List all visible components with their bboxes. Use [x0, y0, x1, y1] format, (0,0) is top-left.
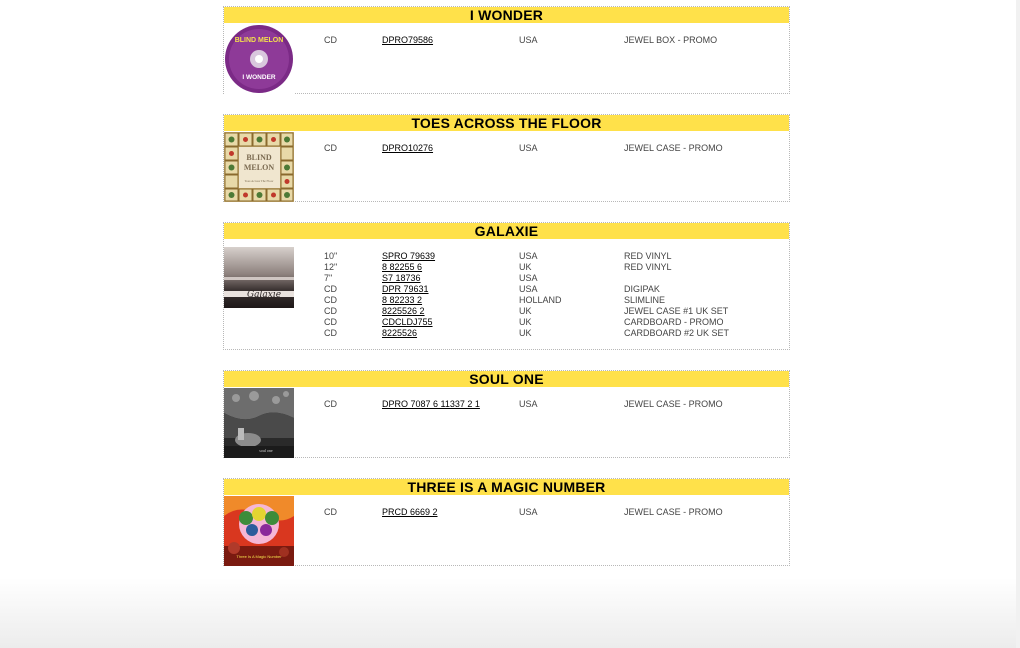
- catalog-link[interactable]: DPR 79631: [382, 284, 429, 294]
- country: USA: [519, 507, 538, 517]
- format-type: CD: [324, 507, 337, 517]
- cover-word-1: BLIND: [246, 153, 272, 162]
- country: UK: [519, 306, 532, 316]
- release-title: THREE IS A MAGIC NUMBER: [224, 479, 789, 495]
- format-row: [324, 262, 784, 273]
- country: USA: [519, 35, 538, 45]
- format-note: DIGIPAK: [624, 284, 660, 294]
- release-card: [223, 114, 790, 202]
- format-note: RED VINYL: [624, 262, 672, 272]
- format-type: 12": [324, 262, 338, 272]
- format-row: [324, 273, 784, 284]
- release-title: TOES ACROSS THE FLOOR: [224, 115, 789, 131]
- catalog-link[interactable]: 8225526: [382, 328, 418, 338]
- format-type: CD: [324, 306, 337, 316]
- format-row: [324, 35, 784, 46]
- catalog-link[interactable]: 8 82233 2: [382, 295, 423, 305]
- format-note: JEWEL CASE - PROMO: [624, 399, 723, 409]
- format-row: [324, 251, 784, 262]
- format-type: CD: [324, 399, 337, 409]
- release-list: [223, 6, 790, 586]
- catalog-link[interactable]: DPRO 7087 6 11337 2 1: [382, 399, 480, 409]
- country: USA: [519, 143, 538, 153]
- cover-song-name: Toes Across The Floor: [244, 179, 274, 183]
- format-note: JEWEL CASE #1 UK SET: [624, 306, 729, 316]
- release-title: I WONDER: [224, 7, 789, 23]
- format-row: [324, 295, 784, 306]
- format-type: CD: [324, 35, 337, 45]
- format-type: CD: [324, 143, 337, 153]
- cover-art-disc[interactable]: [224, 24, 294, 94]
- release-title: GALAXIE: [224, 223, 789, 239]
- release-card: [223, 6, 790, 94]
- scrollbar-track[interactable]: [1016, 0, 1020, 648]
- cover-band-name: BLIND MELON: [234, 37, 284, 44]
- format-table: [324, 143, 784, 154]
- cover-script-word: Galaxie: [246, 290, 282, 300]
- format-row: [324, 328, 784, 339]
- format-row: [324, 284, 784, 295]
- cover-title: Three Is A Magic Number: [236, 554, 282, 559]
- format-note: RED VINYL: [624, 251, 672, 261]
- catalog-link[interactable]: S7 18736: [382, 273, 421, 283]
- catalog-link[interactable]: CDCLDJ755: [382, 317, 433, 327]
- catalog-link[interactable]: PRCD 6669 2: [382, 507, 438, 517]
- format-row: [324, 317, 784, 328]
- format-note: JEWEL BOX - PROMO: [624, 35, 718, 45]
- release-card: [223, 478, 790, 566]
- country: USA: [519, 251, 538, 261]
- format-row: [324, 399, 784, 410]
- format-type: CD: [324, 317, 337, 327]
- format-table: [324, 251, 784, 339]
- cover-art-tiles[interactable]: [224, 132, 294, 202]
- cover-song-name: I WONDER: [242, 74, 276, 81]
- cover-art-photo[interactable]: [224, 388, 294, 458]
- country: USA: [519, 399, 538, 409]
- catalog-link[interactable]: 8225526 2: [382, 306, 425, 316]
- format-row: [324, 143, 784, 154]
- release-title: SOUL ONE: [224, 371, 789, 387]
- country: UK: [519, 262, 532, 272]
- format-note: CARDBOARD #2 UK SET: [624, 328, 730, 338]
- catalog-link[interactable]: 8 82255 6: [382, 262, 423, 272]
- cover-word-2: MELON: [243, 163, 275, 172]
- release-card: [223, 222, 790, 350]
- format-row: [324, 507, 784, 518]
- format-type: 10": [324, 251, 338, 261]
- format-table: [324, 35, 784, 46]
- cover-art-psychedelic[interactable]: [224, 496, 294, 566]
- catalog-link[interactable]: DPRO79586: [382, 35, 434, 45]
- format-type: CD: [324, 328, 337, 338]
- catalog-link[interactable]: DPRO10276: [382, 143, 434, 153]
- country: USA: [519, 284, 538, 294]
- release-card: [223, 370, 790, 458]
- format-note: SLIMLINE: [624, 295, 666, 305]
- catalog-link[interactable]: SPRO 79639: [382, 251, 436, 261]
- format-note: CARDBOARD - PROMO: [624, 317, 724, 327]
- format-row: [324, 306, 784, 317]
- format-table: [324, 399, 784, 410]
- country: UK: [519, 317, 532, 327]
- format-table: [324, 507, 784, 518]
- format-type: 7": [324, 273, 333, 283]
- country: UK: [519, 328, 532, 338]
- cover-art-car[interactable]: [224, 247, 294, 308]
- page-bottom-gradient: [0, 578, 1020, 648]
- country: USA: [519, 273, 538, 283]
- format-note: JEWEL CASE - PROMO: [624, 143, 723, 153]
- cover-caption: soul one: [259, 448, 273, 453]
- format-note: JEWEL CASE - PROMO: [624, 507, 723, 517]
- format-type: CD: [324, 295, 337, 305]
- country: HOLLAND: [519, 295, 562, 305]
- format-type: CD: [324, 284, 337, 294]
